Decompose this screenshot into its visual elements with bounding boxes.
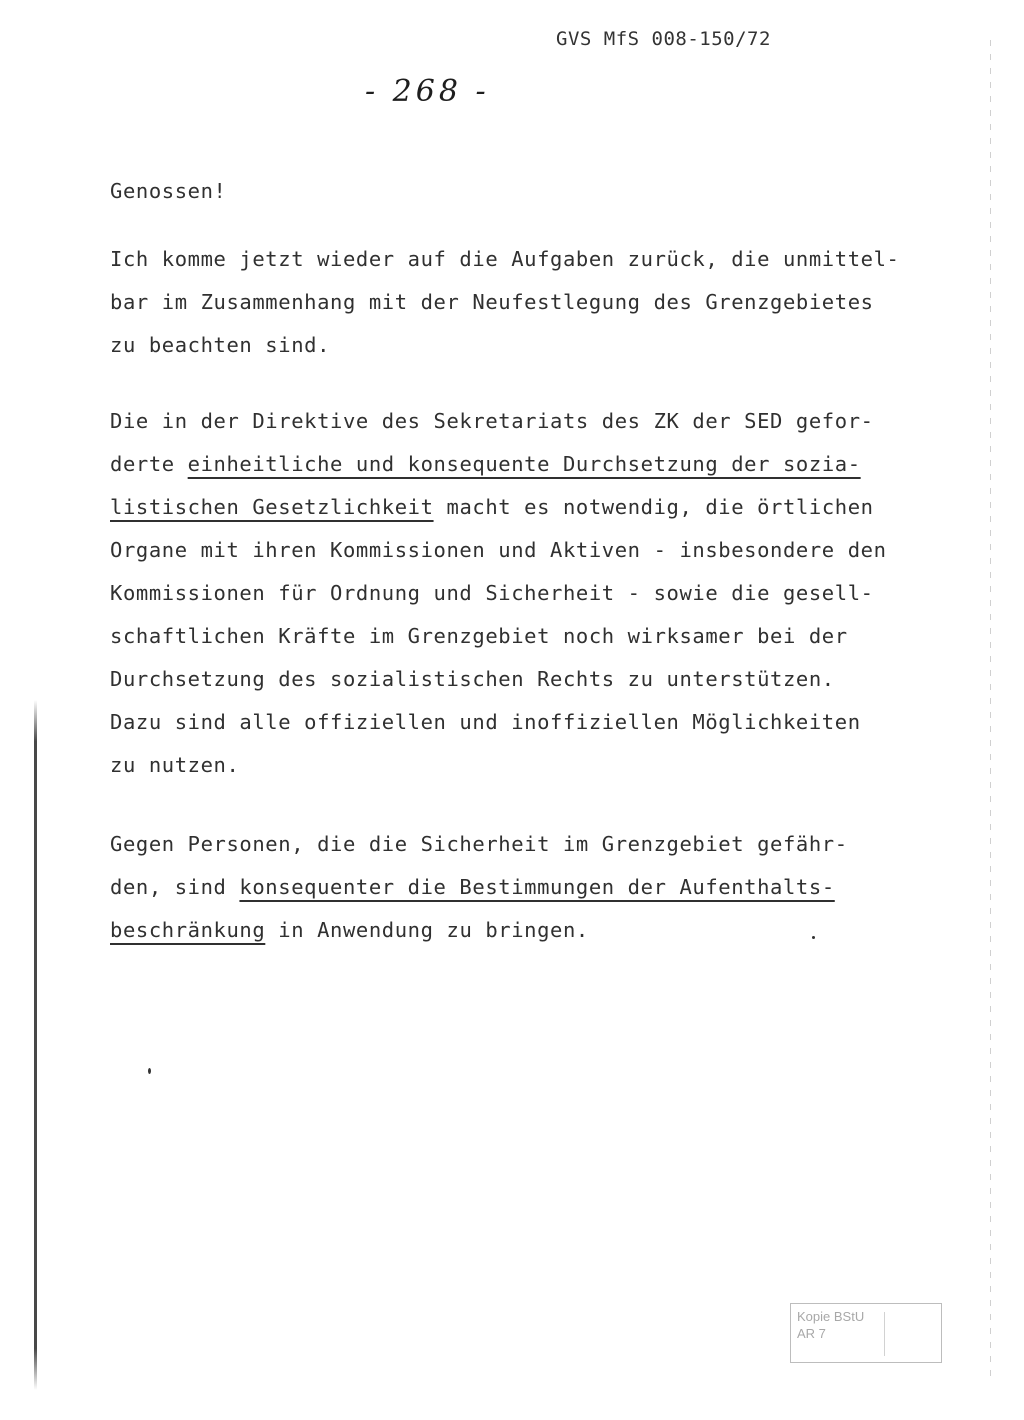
greeting bbox=[110, 170, 890, 213]
paragraph-3-text: in Anwendung zu bringen. bbox=[265, 918, 589, 942]
underlined-phrase: konsequenter die Bestimmungen der Aufenthalts- bbox=[239, 875, 835, 899]
paragraph-2-line: Kommissionen für Ordnung und Sicherheit - sowie die gesell- bbox=[110, 581, 874, 605]
paragraph-1-line: bar im Zusammenhang mit der Neufestlegung des Grenzgebietes bbox=[110, 290, 874, 314]
paragraph-2-line: Dazu sind alle offiziellen und inoffiziellen Möglichkeiten bbox=[110, 710, 861, 734]
handwritten-page-number: - 268 - bbox=[365, 74, 490, 109]
underlined-phrase: einheitliche und konsequente Durchsetzung der sozia- bbox=[187, 452, 861, 476]
paragraph-2-line: Die in der Direktive des Sekretariats des ZK der SED gefor- bbox=[110, 409, 874, 433]
paragraph-1-line: zu beachten sind. bbox=[110, 333, 331, 357]
paragraph-2-line: schaftlichen Kräfte im Grenzgebiet noch wirksamer bei der bbox=[110, 624, 848, 648]
paragraph-1-line: Ich komme jetzt wieder auf die Aufgaben zurück, die unmittel- bbox=[110, 247, 900, 271]
paragraph-2-text: derte bbox=[110, 452, 188, 476]
paragraph-2-line: Organe mit ihren Kommissionen und Aktiven - insbesondere den bbox=[110, 538, 887, 562]
paragraph-2-text: macht es notwendig, die örtlichen bbox=[433, 495, 874, 519]
document-reference: GVS MfS 008-150/72 bbox=[556, 28, 771, 50]
ink-speck bbox=[812, 936, 815, 939]
scan-edge-right bbox=[990, 40, 991, 1380]
stamp-line-2: AR 7 bbox=[797, 1326, 826, 1341]
paragraph-3 bbox=[110, 823, 890, 952]
paragraph-3-text: den, sind bbox=[110, 875, 240, 899]
ink-speck bbox=[148, 1068, 151, 1074]
paragraph-2-line bbox=[110, 443, 890, 486]
paragraph-3-line bbox=[110, 866, 890, 909]
paragraph-3-line bbox=[110, 909, 890, 952]
paragraph-2-line: zu nutzen. bbox=[110, 753, 240, 777]
paragraph-1 bbox=[110, 238, 900, 367]
stamp-inner-box bbox=[884, 1312, 935, 1356]
scan-edge-left bbox=[34, 700, 37, 1390]
paragraph-2 bbox=[110, 400, 890, 787]
paragraph-2-line: Durchsetzung des sozialistischen Rechts zu unterstützen. bbox=[110, 667, 835, 691]
underlined-phrase: listischen Gesetzlichkeit bbox=[110, 495, 434, 519]
archive-stamp bbox=[790, 1303, 942, 1363]
underlined-phrase: beschränkung bbox=[110, 918, 266, 942]
paragraph-3-line: Gegen Personen, die die Sicherheit im Grenzgebiet gefähr- bbox=[110, 832, 848, 856]
greeting-text: Genossen! bbox=[110, 179, 227, 203]
stamp-line-1: Kopie BStU bbox=[797, 1309, 865, 1324]
paragraph-2-line bbox=[110, 486, 890, 529]
